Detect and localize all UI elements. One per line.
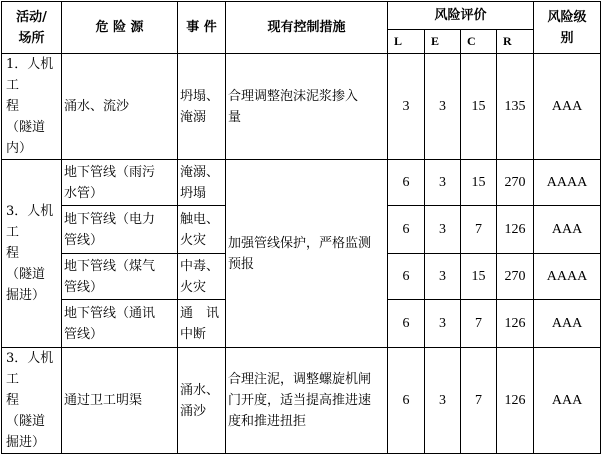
event-line: 淹溺、	[180, 164, 220, 180]
activity-line: 3．人机	[6, 204, 54, 219]
hazard-cell	[62, 348, 178, 454]
hazard-cell	[62, 206, 178, 254]
activity-line: 内）	[6, 141, 33, 156]
activity-cell	[2, 160, 62, 348]
risk-level-cell: AAA	[534, 348, 601, 454]
header-hazard: 危 险 源	[62, 2, 178, 54]
value-L: 6	[388, 160, 425, 206]
activity-line: 3．人机	[6, 351, 54, 366]
header-activity	[2, 2, 62, 54]
table-row	[2, 54, 601, 160]
risk-level-cell: AAAA	[534, 160, 601, 206]
event-cell	[178, 348, 226, 454]
event-line: 坍塌、	[180, 88, 220, 104]
hazard-line: 通过卫工明渠	[64, 393, 143, 408]
value-E: 3	[425, 206, 461, 254]
header-risk-level	[534, 2, 601, 54]
activity-line: 1．人机	[6, 57, 54, 72]
hazard-line: 地下管线（通讯	[64, 305, 156, 321]
value-E: 3	[425, 160, 461, 206]
measures-cell	[226, 54, 388, 160]
header-activity-line2: 场所	[18, 30, 45, 46]
activity-cell	[2, 54, 62, 160]
hazard-line: 管线）	[64, 279, 104, 295]
event-line: 中断	[180, 326, 207, 342]
risk-level-cell: AAA	[534, 206, 601, 254]
header-measures: 现有控制措施	[226, 2, 388, 54]
risk-level-cell: AAA	[534, 54, 601, 160]
event-cell	[178, 160, 226, 206]
value-E: 3	[425, 300, 461, 348]
event-line: 火灾	[180, 232, 207, 248]
hazard-line: 管线）	[64, 326, 104, 342]
value-R: 270	[497, 254, 534, 300]
header-L: L	[388, 30, 425, 54]
value-R: 126	[497, 206, 534, 254]
value-R: 126	[497, 300, 534, 348]
event-cell	[178, 206, 226, 254]
activity-line: （隧道	[6, 120, 46, 135]
value-E: 3	[425, 54, 461, 160]
value-C: 7	[461, 348, 497, 454]
activity-line: 工 程	[6, 372, 46, 408]
value-L: 6	[388, 254, 425, 300]
hazard-cell	[62, 160, 178, 206]
header-risk-level-line2: 别	[560, 30, 574, 46]
event-line: 火灾	[180, 279, 207, 295]
value-E: 3	[425, 254, 461, 300]
header-R: R	[497, 30, 534, 54]
event-cell	[178, 54, 226, 160]
hazard-line: 管线）	[64, 232, 104, 248]
value-C: 15	[461, 54, 497, 160]
event-line: 中毒、	[180, 258, 220, 274]
value-C: 15	[461, 160, 497, 206]
activity-line: 工 程	[6, 78, 46, 114]
hazard-cell	[62, 54, 178, 160]
hazard-line: 水管）	[64, 185, 104, 201]
event-line: 通 讯	[180, 305, 220, 321]
measures-line: 合理调整泡沫泥浆掺入	[228, 88, 359, 104]
header-activity-line1: 活动/	[16, 9, 47, 25]
activity-line: （隧道	[6, 414, 46, 429]
value-L: 6	[388, 300, 425, 348]
risk-assessment-table	[1, 1, 601, 454]
value-R: 270	[497, 160, 534, 206]
activity-line: 掘进）	[6, 435, 46, 450]
value-C: 7	[461, 300, 497, 348]
value-L: 3	[388, 54, 425, 160]
event-line: 触电、	[180, 211, 220, 227]
hazard-cell	[62, 300, 178, 348]
measures-line: 加强管线保护，严格监测	[228, 235, 372, 251]
event-line: 涌沙	[180, 403, 207, 419]
activity-cell	[2, 348, 62, 454]
table-header	[2, 2, 601, 54]
header-event: 事 件	[178, 2, 226, 54]
measures-line: 量	[228, 109, 242, 125]
risk-level-cell: AAAA	[534, 254, 601, 300]
measures-line: 度和推进扭拒	[228, 414, 307, 429]
hazard-line: 地下管线（雨污	[64, 164, 156, 180]
event-cell	[178, 254, 226, 300]
activity-line: 掘进）	[6, 288, 46, 303]
table-row	[2, 160, 601, 206]
value-L: 6	[388, 206, 425, 254]
measures-cell	[226, 160, 388, 348]
activity-line: （隧道	[6, 267, 46, 282]
value-R: 126	[497, 348, 534, 454]
event-line: 坍塌	[180, 185, 207, 201]
hazard-cell	[62, 254, 178, 300]
header-risk-eval: 风险评价	[388, 2, 534, 30]
hazard-line: 地下管线（电力	[64, 211, 156, 227]
header-C: C	[461, 30, 497, 54]
event-line: 淹溺	[180, 109, 207, 125]
measures-line: 预报	[228, 256, 255, 272]
measures-line: 合理注泥，调整螺旋机闸	[228, 372, 372, 387]
table-row	[2, 348, 601, 454]
value-L: 6	[388, 348, 425, 454]
value-E: 3	[425, 348, 461, 454]
measures-cell	[226, 348, 388, 454]
table-body	[2, 54, 601, 454]
value-R: 135	[497, 54, 534, 160]
activity-line: 工 程	[6, 225, 46, 261]
value-C: 15	[461, 254, 497, 300]
measures-line: 门开度，适当提高推进速	[228, 393, 372, 408]
header-risk-level-line1: 风险级	[547, 9, 587, 25]
header-E: E	[425, 30, 461, 54]
hazard-line: 涌水、流沙	[64, 99, 130, 114]
value-C: 7	[461, 206, 497, 254]
event-cell	[178, 300, 226, 348]
risk-level-cell: AAA	[534, 300, 601, 348]
event-line: 涌水、	[180, 382, 220, 398]
hazard-line: 地下管线（煤气	[64, 258, 156, 274]
